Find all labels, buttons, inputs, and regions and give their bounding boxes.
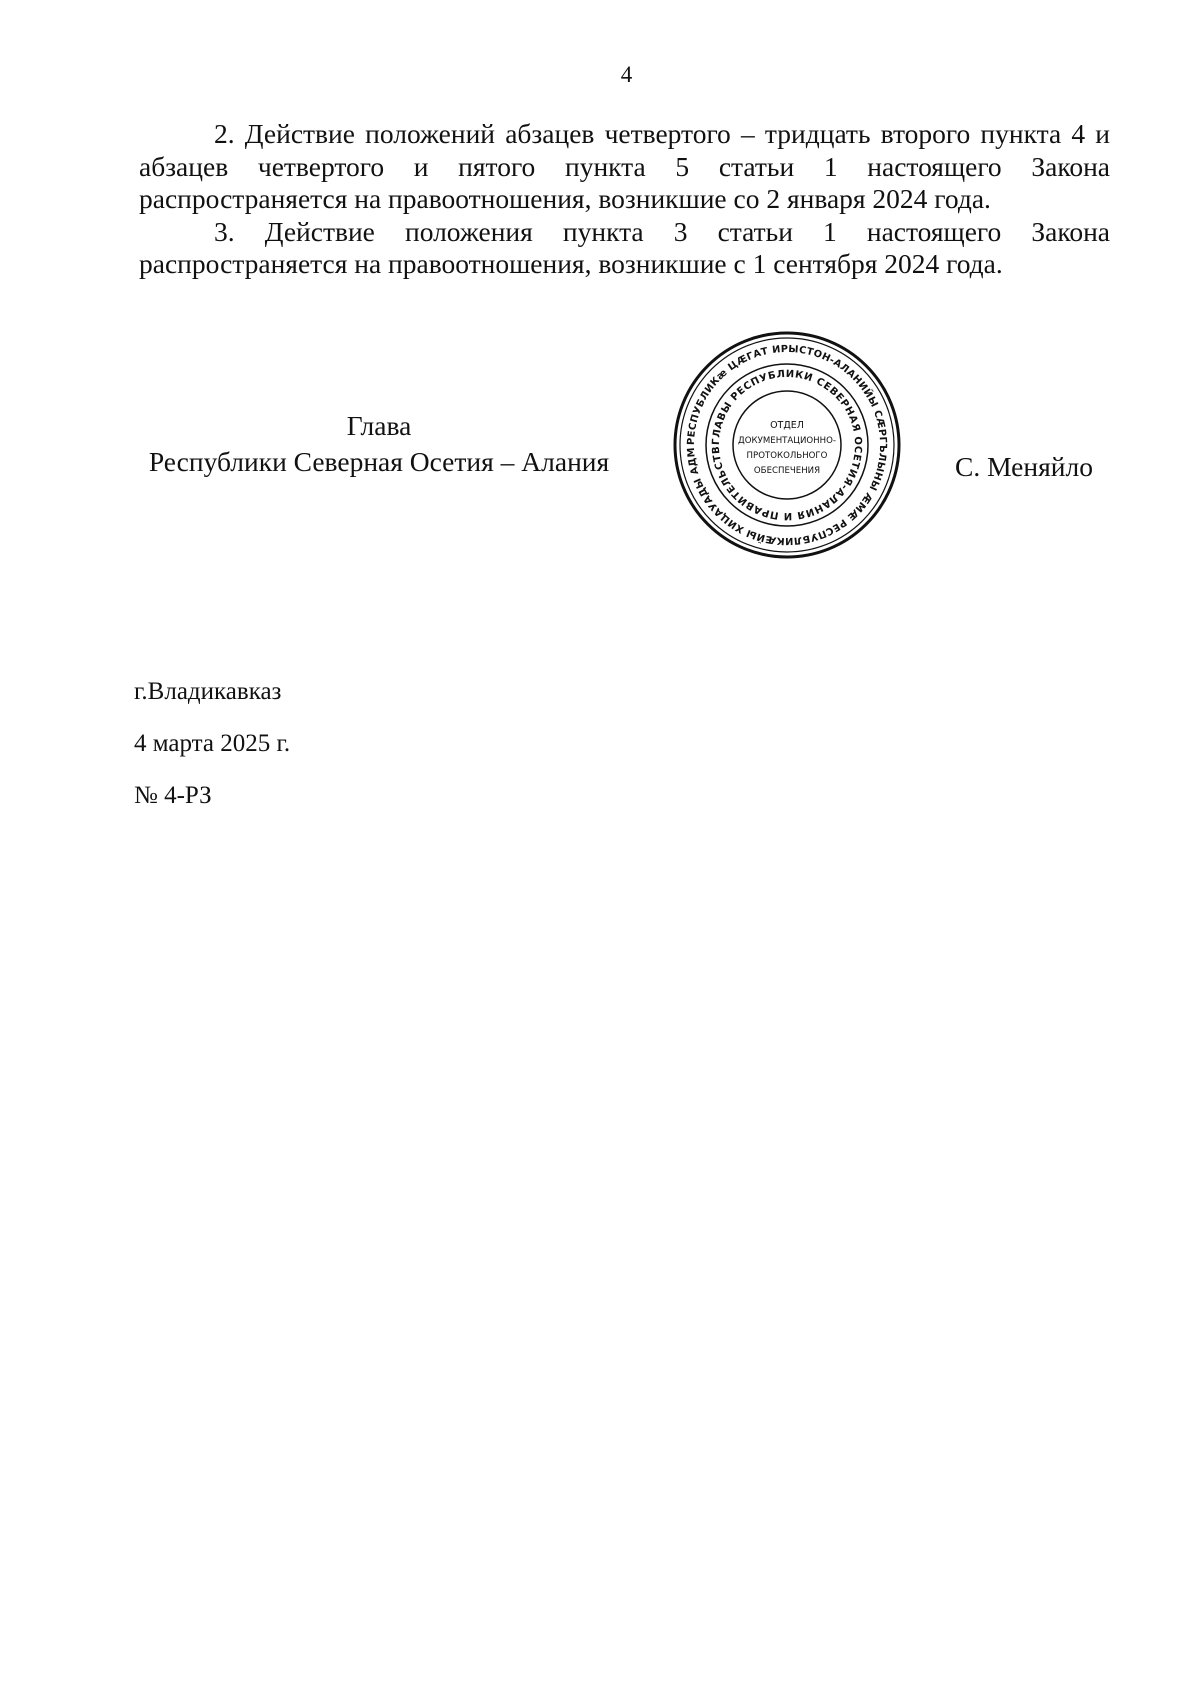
place-of-signing: г.Владикавказ: [134, 678, 282, 705]
signatory-name: С. Меняйло: [955, 451, 1093, 482]
seal-center-line1: ОТДЕЛ: [770, 420, 804, 431]
seal-center-line4: ОБЕСПЕЧЕНИЯ: [753, 466, 821, 476]
signatory-title: [139, 408, 619, 480]
seal-center-line3: ПРОТОКОЛЬНОГО: [746, 451, 828, 461]
paragraph-2: 2. Действие положений абзацев четвертого – тридцать второго пункта 4 и абзацев четвертого и пятого пункта 5 статьи 1 настоящего Закона распространяется на правоотношения, возникшие со 2 января 2024 года.: [139, 118, 1110, 214]
signing-date: 4 марта 2025 г.: [134, 730, 291, 757]
seal-center-line2: ДОКУМЕНТАЦИОННО-: [738, 436, 836, 446]
document-body: [139, 118, 1110, 281]
seal-inner-text: ГЛАВЫ РЕСПУБЛИКИ СЕВЕРНАЯ ОСЕТИЯ-АЛАНИЯ И ПРАВИТЕЛЬСТВ: [710, 368, 864, 522]
signatory-title-line1: Глава: [346, 410, 412, 441]
document-footer: [134, 672, 290, 828]
official-seal: [672, 330, 902, 560]
page-number: 4: [620, 62, 633, 87]
signatory-title-line2: Республики Северная Осетия – Алания: [148, 446, 610, 477]
paragraph-3: 3. Действие положения пункта 3 статьи 1 настоящего Закона распространяется на правоотношения, возникшие с 1 сентября 2024 года.: [139, 215, 1110, 279]
law-number: № 4-РЗ: [134, 782, 212, 809]
seal-outer-text: РЕСПУБЛИКӕ ЦӔГАТ ИРЫСТОН-АЛАНИЙЫ СӔРГЪЛЫНЫ ӔМӔ РЕСПУБЛИКӔЙЫ ХИЦАУАДЫ АДМ: [685, 343, 889, 547]
seal-graphic: [672, 330, 902, 560]
